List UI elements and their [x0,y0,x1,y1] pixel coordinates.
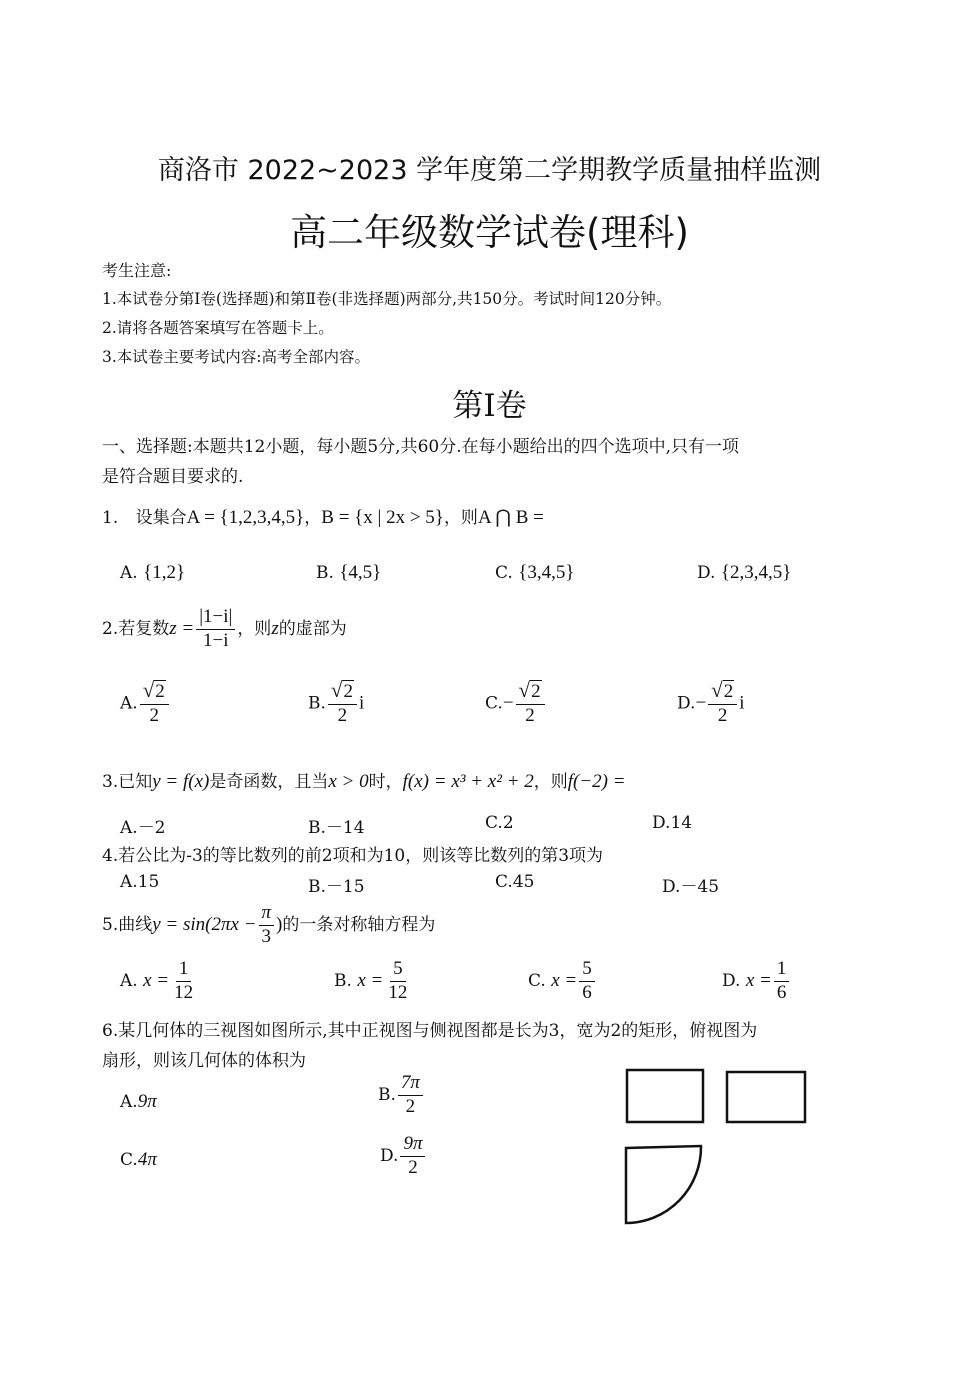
option-label: A. [120,872,138,892]
q6-option-c[interactable] [120,1149,157,1171]
option-fraction [400,1133,425,1180]
option-value: －45 [680,877,720,897]
q5-suffix: 的一条对称轴方程为 [282,914,436,935]
q5-option-a[interactable] [120,958,198,1005]
question-4: 4.若公比为-3的等比数列的前2项和为10，则该等比数列的第3项为 [102,846,604,866]
q3-f3: f(−2) = [567,771,626,792]
q3-option-d[interactable] [652,813,692,833]
option-fraction [708,680,737,728]
option-lhs: x = [551,969,578,991]
option-label: D. [697,563,716,583]
q2-option-c[interactable] [485,680,547,728]
q1-option-a[interactable] [120,562,185,584]
option-lhs: x = [745,969,772,991]
q1-set-a: A = {1,2,3,4,5} [186,507,305,528]
option-den: 12 [174,981,194,1003]
sqrt-sign-icon: √ [711,678,723,702]
option-value: 45 [512,872,535,892]
q2-option-a[interactable] [120,680,171,728]
sqrt-numerator [516,680,545,705]
q4-option-c[interactable] [495,872,534,892]
question-6-line2: 扇形，则该几何体的体积为 [102,1051,306,1071]
q2-frac-num: |1−i| [196,606,235,630]
q6-option-a[interactable] [120,1091,157,1113]
q3-mid1: 是奇函数，且当 [209,772,329,792]
option-fraction [516,680,545,728]
q5-fraction [259,902,275,949]
option-label: C. [495,563,513,583]
option-sign: − [695,692,707,714]
option-value: {1,2} [143,562,186,583]
q1-sep: ， [304,508,322,528]
option-value: {2,3,4,5} [720,562,792,583]
q1-text-b: ，则 [443,508,478,528]
q5-expr-b: ) [276,913,283,935]
front-view-rect [627,1070,703,1122]
option-value: 15 [137,872,160,892]
q2-option-d[interactable] [677,680,744,728]
top-view-sector [626,1146,701,1223]
note-item-2: 2.请将各题答案填写在答题卡上。 [102,319,334,337]
option-label: B. [308,877,326,897]
q2-lhs: z = [169,617,195,639]
option-num: 9π [400,1133,425,1157]
q2-var: z [271,617,279,639]
option-num: 5 [579,958,595,982]
q1-option-c[interactable] [495,562,574,584]
option-value: {3,4,5} [518,562,575,583]
q6-option-d[interactable] [380,1133,427,1180]
notes-heading: 考生注意: [102,261,172,280]
option-label: D. [652,813,671,833]
option-fraction [398,1072,423,1119]
q3-f2: f(x) = x³ + x² + 2 [402,771,534,792]
q1-option-b[interactable] [316,562,381,584]
q1-expr: A ⋂ B = [477,507,544,528]
sqrt-value: 2 [531,681,541,702]
sqrt-value: 2 [343,681,353,702]
option-label: A. [120,563,138,583]
q5-option-b[interactable] [334,958,412,1005]
option-label: B. [316,563,334,583]
option-label: B. [334,970,352,991]
option-fraction [171,958,196,1005]
q1-text-a: 设集合 [135,508,187,528]
option-lhs: x = [357,969,384,991]
question-6-line1: 6.某几何体的三视图如图所示,其中正视图与侧视图都是长为3，宽为2的矩形，俯视图为 [102,1021,758,1041]
option-value: －2 [137,818,166,838]
question-2 [102,606,347,653]
option-label: D. [662,877,681,897]
sqrt-numerator [140,680,169,705]
sqrt-sign-icon: √ [142,678,155,702]
option-value: 4π [137,1149,157,1170]
exam-title: 高二年级数学试卷(理科) [290,211,689,254]
option-label: A. [120,693,138,714]
option-label: C. [495,872,513,892]
sqrt-value: 2 [723,681,734,702]
note-item-3: 3.本试卷主要考试内容:高考全部内容。 [102,348,371,366]
q4-option-d[interactable] [662,872,719,897]
q4-option-a[interactable] [120,872,159,892]
option-value: －15 [325,877,365,897]
option-den: 2 [717,704,728,726]
section-intro-line1: 一、选择题:本题共12小题，每小题5分,共60分.在每小题给出的四个选项中,只有一项 [102,437,740,457]
q3-cond: x > 0 [328,771,369,792]
option-label: D. [722,970,741,991]
section-intro-line2: 是符合题目要求的. [102,467,244,487]
q3-prefix: 3.已知 [102,772,153,792]
option-label: A. [120,818,138,838]
section-title: 第Ⅰ卷 [452,388,527,424]
option-lhs: x = [143,969,170,991]
option-den: 6 [582,981,592,1003]
q2-option-b[interactable] [308,680,364,728]
sqrt-value: 2 [155,681,165,702]
option-num: 1 [176,958,192,982]
q1-option-d[interactable] [697,562,791,584]
q2-frac-den: 1−i [203,629,229,651]
question-5 [102,902,435,949]
q5-frac-num: π [259,902,275,926]
q5-prefix: 5.曲线 [102,914,153,935]
option-num: 1 [774,958,790,982]
option-value: 14 [670,813,693,833]
q6-option-b[interactable] [378,1072,425,1119]
q3-option-a[interactable] [120,813,166,838]
option-fraction [328,680,357,728]
option-value: 9π [137,1091,157,1112]
option-num: 5 [390,958,406,982]
option-den: 2 [149,704,159,726]
option-fraction [385,958,410,1005]
option-label: C. [120,1150,138,1170]
q3-option-b[interactable] [308,813,365,838]
sqrt-sign-icon: √ [330,678,343,702]
q1-set-b: B = {x | 2x > 5} [321,507,444,528]
option-den: 2 [408,1156,418,1178]
q2-prefix: 2.若复数 [102,618,170,639]
sqrt-numerator [708,680,737,705]
option-fraction [579,958,595,1005]
q3-option-c[interactable] [485,813,514,833]
option-value: －14 [325,818,365,838]
option-den: 2 [337,704,348,726]
option-label: D. [380,1145,399,1166]
q5-expr-a: y = sin(2πx − [152,913,257,935]
note-item-1: 1.本试卷分第Ⅰ卷(选择题)和第Ⅱ卷(非选择题)两部分,共150分。考试时间120分钟。 [102,290,672,308]
exam-header-line1: 商洛市 2022~2023 学年度第二学期教学质量抽样监测 [157,155,822,186]
option-value: 2 [502,813,514,833]
option-value: {4,5} [339,562,382,583]
option-den: 6 [776,981,787,1003]
q3-f1: y = f(x) [152,771,210,792]
sqrt-numerator [328,680,357,705]
q2-suffix: 的虚部为 [278,618,347,639]
option-label: B. [378,1084,396,1105]
option-label: B. [308,693,326,714]
side-view-rect [727,1072,805,1122]
option-den: 2 [405,1095,416,1117]
q2-fraction [196,606,235,653]
option-tail: i [739,692,745,714]
option-fraction [774,958,790,1005]
question-3 [102,767,626,793]
q4-option-b[interactable] [308,872,365,897]
q5-frac-den: 3 [261,925,272,947]
q2-mid: ，则 [237,618,272,639]
option-tail: i [358,692,365,714]
option-den: 12 [388,981,408,1003]
option-label: C. [485,693,503,714]
option-label: B. [308,818,326,838]
q3-mid3: ，则 [533,772,568,792]
q5-option-c[interactable] [528,958,597,1005]
option-label: A. [120,970,138,991]
option-num: 7π [398,1072,423,1096]
option-sign: − [502,692,514,714]
option-fraction [140,680,169,728]
q5-option-d[interactable] [722,958,791,1005]
q1-number: 1. [102,508,119,528]
q3-mid2: 时， [368,772,403,792]
option-label: C. [528,970,546,991]
option-label: C. [485,813,503,833]
option-label: A. [120,1092,138,1112]
option-label: D. [677,693,696,714]
three-view-diagram [615,1060,825,1230]
question-1 [102,503,544,529]
sqrt-sign-icon: √ [518,678,531,702]
option-den: 2 [525,704,535,726]
